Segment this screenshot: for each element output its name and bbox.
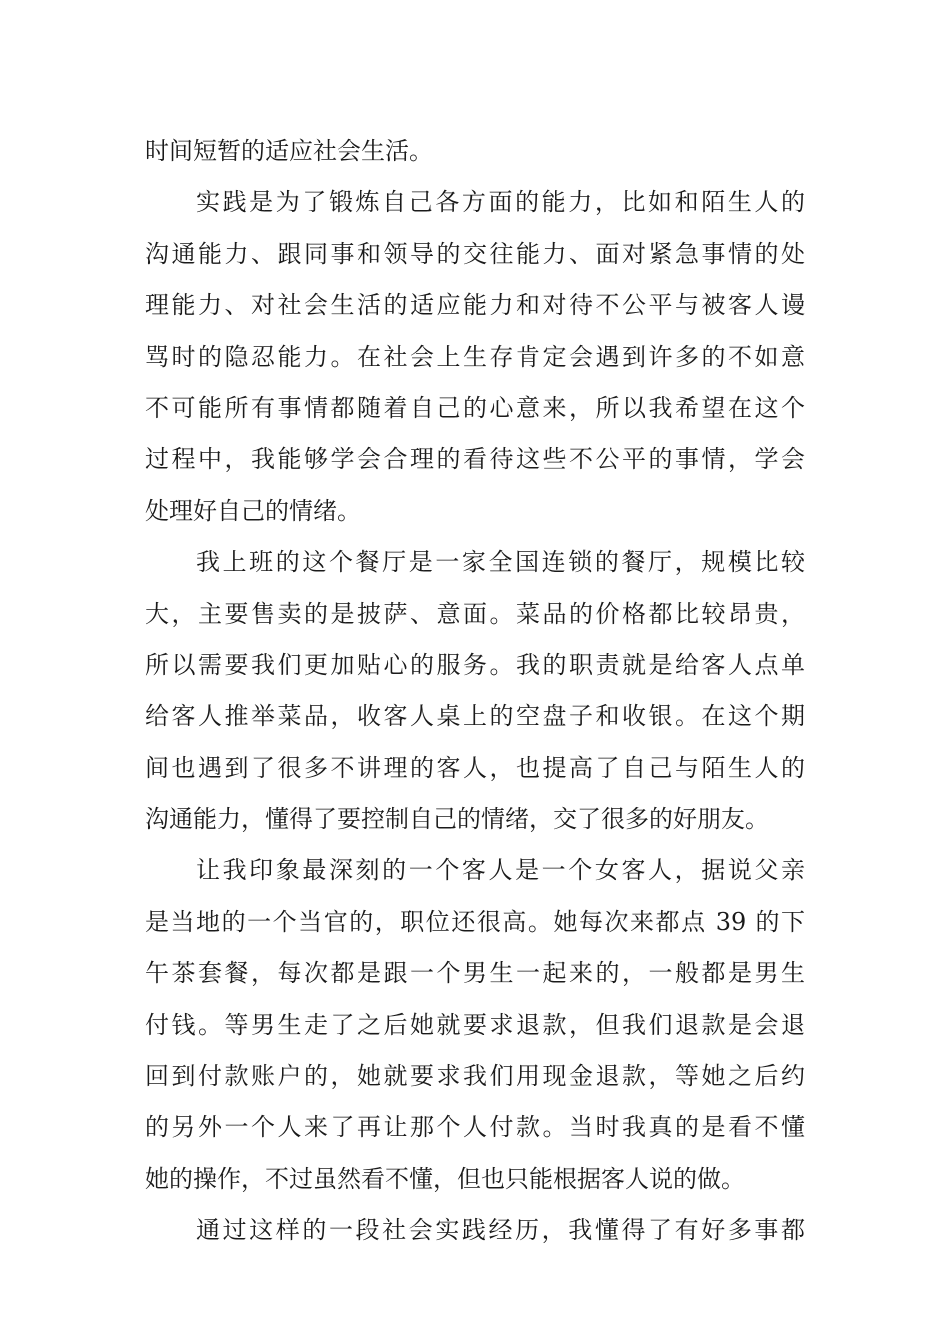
paragraph [145, 126, 805, 177]
text-line: 回到付款账户的，她就要求我们用现金退款，等她之后约 [145, 1062, 805, 1091]
text-line: 的另外一个人来了再让那个人付款。当时我真的是看不懂 [145, 1113, 805, 1142]
text-line: 处理好自己的情绪。 [145, 496, 361, 525]
text-line: 让我印象最深刻的一个客人是一个女客人，据说父亲 [196, 856, 805, 885]
text-line: 沟通能力，懂得了要控制自己的情绪，交了很多的好朋友。 [145, 805, 769, 834]
paragraph [145, 845, 805, 1205]
text-line: 实践是为了锻炼自己各方面的能力，比如和陌生人的 [196, 188, 805, 217]
text-line: 是当地的一个当官的，职位还很高。她每次来都点 39 的下 [145, 907, 805, 936]
text-line: 不可能所有事情都随着自己的心意来，所以我希望在这个 [145, 393, 805, 422]
text-line: 大，主要售卖的是披萨、意面。菜品的价格都比较昂贵， [145, 599, 805, 628]
text-line: 所以需要我们更加贴心的服务。我的职责就是给客人点单 [145, 650, 805, 679]
text-line: 付钱。等男生走了之后她就要求退款，但我们退款是会退 [145, 1010, 805, 1039]
text-line: 间也遇到了很多不讲理的客人，也提高了自己与陌生人的 [145, 753, 805, 782]
text-line: 过程中，我能够学会合理的看待这些不公平的事情，学会 [145, 445, 805, 474]
text-line: 午茶套餐，每次都是跟一个男生一起来的，一般都是男生 [145, 959, 805, 988]
text-line: 理能力、对社会生活的适应能力和对待不公平与被客人谩 [145, 291, 805, 320]
paragraph [145, 177, 805, 537]
body-text [145, 126, 805, 1257]
paragraph [145, 1205, 805, 1256]
text-line: 骂时的隐忍能力。在社会上生存肯定会遇到许多的不如意 [145, 342, 805, 371]
text-line: 通过这样的一段社会实践经历，我懂得了有好多事都 [196, 1216, 805, 1245]
paragraph [145, 537, 805, 845]
text-line: 时间短暂的适应社会生活。 [145, 137, 433, 165]
text-line: 她的操作，不过虽然看不懂，但也只能根据客人说的做。 [145, 1164, 745, 1193]
text-line: 我上班的这个餐厅是一家全国连锁的餐厅，规模比较 [196, 548, 805, 577]
text-line: 给客人推举菜品，收客人桌上的空盘子和收银。在这个期 [145, 702, 805, 731]
text-line: 沟通能力、跟同事和领导的交往能力、面对紧急事情的处 [145, 239, 805, 268]
